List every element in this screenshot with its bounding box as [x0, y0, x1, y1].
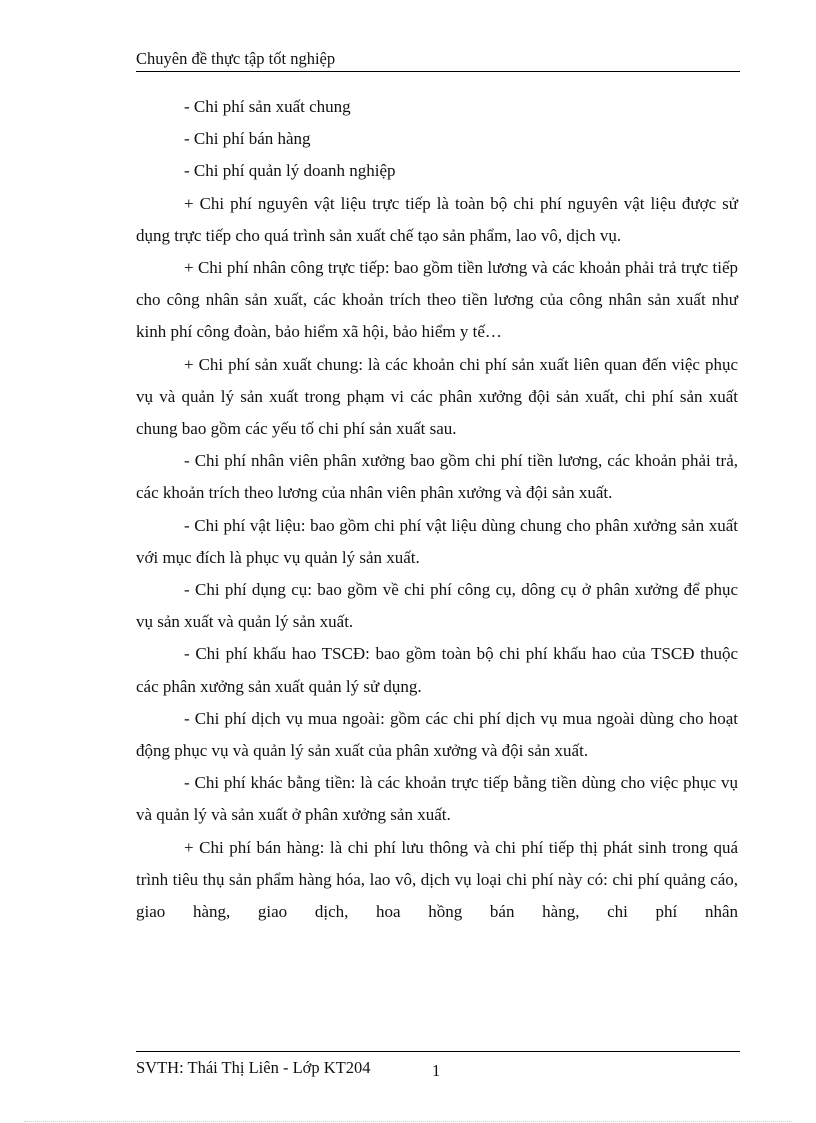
document-body [136, 91, 738, 928]
footer-author: SVTH: Thái Thị Liên - Lớp KT204 [136, 1058, 371, 1077]
paragraph: - Chi phí sản xuất chung [184, 97, 351, 116]
paragraph: - Chi phí quản lý doanh nghiệp [184, 161, 396, 181]
paragraph: + Chi phí nguyên vật liệu trực tiếp là toàn bộ chi phí nguyên vật liệu được sử dụng trực tiếp cho quá trình sản xuất chế tạo sản phẩm, lao vô, dịch vụ. [136, 193, 738, 245]
page-header [136, 49, 740, 72]
paragraph: - Chi phí bán hàng [184, 129, 311, 149]
page-number: 1 [432, 1061, 441, 1080]
paragraph: + Chi phí sản xuất chung: là các khoản chi phí sản xuất liên quan đến việc phục vụ và quản lý sản xuất trong phạm vi các phân xưởng đội sản xuất, chi phí sản xuất chung bao gồm các yếu tố chi phí sản xuất sau. [136, 354, 738, 439]
paragraph: + Chi phí nhân công trực tiếp: bao gồm tiền lương và các khoản phải trả trực tiếp cho công nhân sản xuất, các khoản trích theo tiền lương của công nhân sản xuất như kinh phí công đoàn, bảo hiểm xã hội, bảo hiểm y tế… [136, 258, 738, 342]
page-bottom-edge [24, 1121, 792, 1122]
paragraph: - Chi phí dụng cụ: bao gồm về chi phí công cụ, dông cụ ở phân xưởng để phục vụ sản xuất và quản lý sản xuất. [136, 580, 738, 632]
paragraph: - Chi phí khấu hao TSCĐ: bao gồm toàn bộ chi phí khấu hao của TSCĐ thuộc các phân xưởng sản xuất quản lý sử dụng. [136, 644, 738, 696]
page-footer [136, 1051, 740, 1082]
paragraph: - Chi phí dịch vụ mua ngoài: gồm các chi phí dịch vụ mua ngoài dùng cho hoạt động phục vụ và quản lý sản xuất của phân xưởng và đội sản xuất. [136, 708, 738, 761]
paragraph: - Chi phí vật liệu: bao gồm chi phí vật liệu dùng chung cho phân xưởng sản xuất với mục đích là phục vụ quản lý sản xuất. [136, 515, 738, 567]
paragraph: - Chi phí khác bằng tiền: là các khoản trực tiếp bằng tiền dùng cho việc phục vụ và quản lý và sản xuất ở phân xưởng sản xuất. [136, 773, 738, 825]
paragraph: + Chi phí bán hàng: là chi phí lưu thông và chi phí tiếp thị phát sinh trong quá trình tiêu thụ sản phẩm hàng hóa, lao vô, dịch vụ loại chi phí này có: chi phí quảng cáo, giao hàng, giao dịch, hoa hồng bán hàng, chi phí nhân [136, 837, 738, 922]
paragraph: - Chi phí nhân viên phân xưởng bao gồm chi phí tiền lương, các khoản phải trả, các khoản trích theo lương của nhân viên phân xưởng và đội sản xuất. [136, 451, 738, 503]
header-title: Chuyên đề thực tập tốt nghiệp [136, 49, 336, 68]
